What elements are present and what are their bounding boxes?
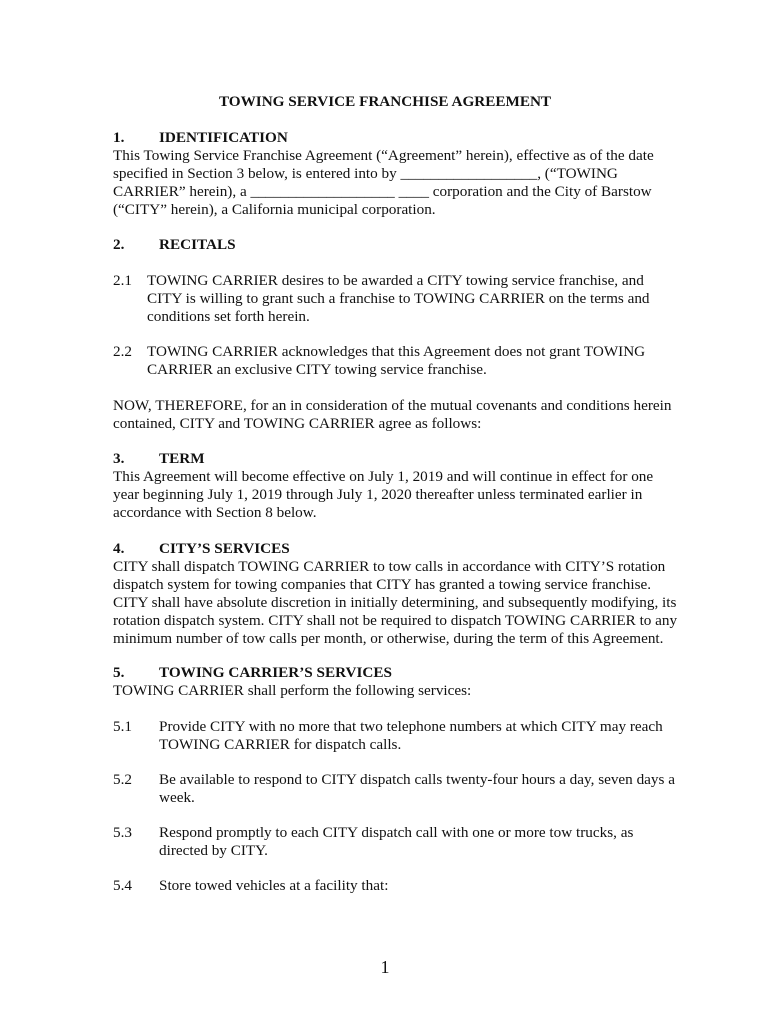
section-paragraph: This Agreement will become effective on July 1, 2019 and will continue in effect for one year beginning July 1, 2019 through July 1, 2020 thereafter unless terminated earlier in accordance with Section 8 below. [113, 468, 654, 521]
section-number: 4. [113, 540, 125, 557]
list-item [113, 824, 693, 860]
item-number: 2.2 [113, 343, 132, 360]
section-title: TOWING CARRIER’S SERVICES [159, 664, 392, 681]
list-item [113, 272, 693, 326]
section-heading [113, 129, 693, 147]
list-item [113, 771, 693, 807]
section-title: TERM [159, 450, 205, 467]
section-paragraph: This Towing Service Franchise Agreement (“Agreement” herein), effective as of the date specified in Section 3 below, is entered into by __________________, (“TOWING CARRIER” herein), a ___________________ ____ corporation and the City of Barstow (“CITY” herein), a California municipal corporation. [113, 147, 654, 218]
section-number: 2. [113, 236, 125, 253]
section-heading [113, 450, 693, 468]
item-number: 2.1 [113, 272, 132, 289]
section-city-services [113, 540, 693, 648]
section-title: RECITALS [159, 236, 236, 253]
section-number: 3. [113, 450, 125, 467]
list-item [113, 877, 693, 895]
list-item [113, 718, 693, 754]
section-heading [113, 236, 693, 254]
paragraph-text: NOW, THEREFORE, for an in consideration of the mutual covenants and conditions herein contained, CITY and TOWING CARRIER agree as follows: [113, 397, 672, 432]
section-towing-carrier-services [113, 664, 693, 700]
now-therefore-paragraph [113, 397, 693, 433]
item-number: 5.4 [113, 877, 132, 894]
section-paragraph: CITY shall dispatch TOWING CARRIER to tow calls in accordance with CITY’S rotation dispatch system for towing companies that CITY has granted a towing service franchise. CITY shall have absolute discretion in initially determining, and subsequently modifying, its rotation dispatch system. CITY shall not be required to dispatch TOWING CARRIER to any minimum number of tow calls per month, or otherwise, during the term of this Agreement. [113, 558, 678, 647]
item-text: Store towed vehicles at a facility that: [159, 877, 389, 894]
item-text: Be available to respond to CITY dispatch calls twenty-four hours a day, seven days a week. [159, 771, 675, 806]
page-number: 1 [380, 957, 390, 977]
item-text: Respond promptly to each CITY dispatch call with one or more tow trucks, as directed by CITY. [159, 824, 634, 859]
section-heading [113, 540, 693, 558]
document-title: TOWING SERVICE FRANCHISE AGREEMENT [218, 93, 552, 110]
section-recitals [113, 236, 693, 254]
item-text: Provide CITY with no more that two telephone numbers at which CITY may reach TOWING CARRIER for dispatch calls. [159, 718, 663, 753]
section-term [113, 450, 693, 522]
section-number: 1. [113, 129, 125, 146]
item-text: TOWING CARRIER desires to be awarded a CITY towing service franchise, and CITY is willing to grant such a franchise to TOWING CARRIER on the terms and conditions set forth herein. [147, 272, 650, 325]
section-title: CITY’S SERVICES [159, 540, 290, 557]
item-number: 5.1 [113, 718, 132, 735]
item-text: TOWING CARRIER acknowledges that this Agreement does not grant TOWING CARRIER an exclusive CITY towing service franchise. [147, 343, 646, 378]
list-item [113, 343, 693, 379]
section-number: 5. [113, 664, 125, 681]
section-identification [113, 129, 693, 219]
item-number: 5.2 [113, 771, 132, 788]
section-intro: TOWING CARRIER shall perform the following services: [113, 682, 472, 699]
item-number: 5.3 [113, 824, 132, 841]
section-heading [113, 664, 693, 682]
section-title: IDENTIFICATION [159, 129, 288, 146]
